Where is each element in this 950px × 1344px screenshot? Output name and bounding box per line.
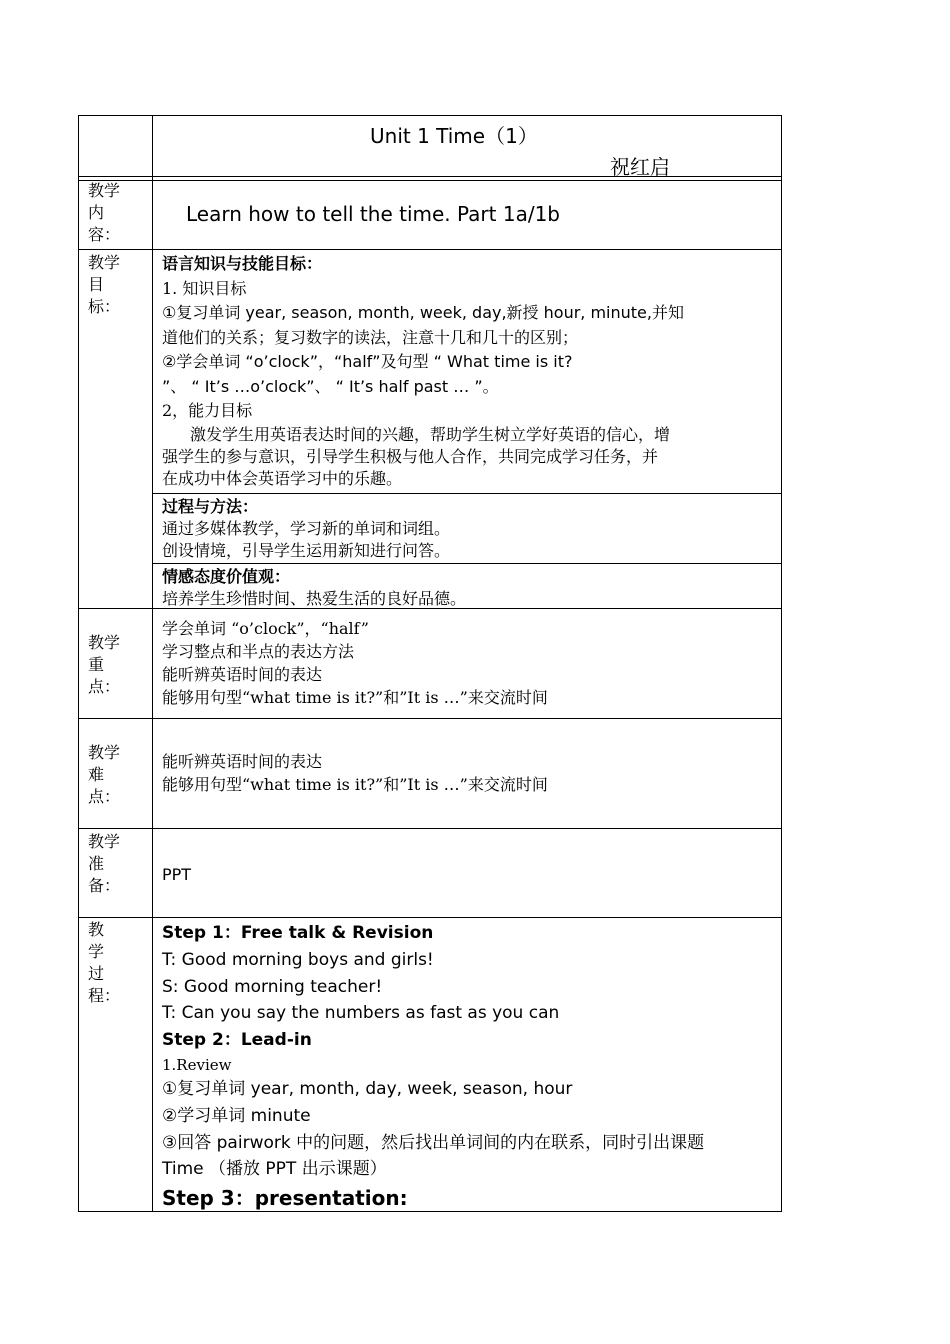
step-heading: Step 3：presentation: — [162, 1186, 408, 1211]
content-text: Learn how to tell the time. Part 1a/1b — [186, 202, 560, 226]
subrow-divider — [152, 493, 782, 494]
difficulties-list — [162, 750, 774, 796]
label-preparation: 教学 准 备： — [88, 832, 121, 895]
knowledge-line: ”、 “ It’s …o’clock”、 “ It’s half past … ”。 — [162, 376, 499, 396]
ability-line: 在成功中体会英语学习中的乐趣。 — [162, 468, 403, 488]
label-objectives: 教学 目 标： — [88, 253, 121, 316]
header-divider — [78, 176, 782, 181]
heading-language-skills: 语言知识与技能目标： — [162, 254, 323, 273]
objectives-process — [162, 496, 774, 562]
row-divider — [78, 917, 782, 918]
objectives-language — [162, 252, 774, 490]
review-line: ③回答 pairwork 中的问题，然后找出单词间的内在联系，同时引出课题 — [162, 1132, 705, 1153]
review-heading: 1.Review — [162, 1055, 232, 1074]
label-key-points: 教学 重 点： — [88, 633, 121, 696]
key-point-line: 学会单词 “o’clock”，“half” — [162, 619, 369, 638]
heading-knowledge: 1. 知识目标 — [162, 278, 247, 298]
table-border-left — [78, 115, 79, 1212]
difficulty-line: 能听辨英语时间的表达 — [162, 752, 323, 771]
objectives-attitude — [162, 566, 774, 610]
table-column-divider — [152, 115, 153, 1212]
heading-process: 过程与方法： — [162, 497, 259, 516]
preparation-text: PPT — [162, 865, 192, 884]
dialogue-line: T: Can you say the numbers as fast as you can — [162, 1003, 560, 1024]
dialogue-line: S: Good morning teacher! — [162, 976, 383, 997]
review-line: ①复习单词 year, month, day, week, season, hour — [162, 1078, 573, 1099]
review-line: ②学习单词 minute — [162, 1105, 311, 1126]
label-procedure: 教 学 过 程： — [88, 920, 121, 1005]
row-divider — [78, 249, 782, 250]
key-point-line: 能够用句型“what time is it?”和”It is …”来交流时间 — [162, 688, 548, 707]
difficulty-line: 能够用句型“what time is it?”和”It is …”来交流时间 — [162, 775, 548, 794]
row-divider — [78, 718, 782, 719]
author-name: 祝红启 — [610, 155, 670, 179]
knowledge-line: ①复习单词 year, season, month, week, day,新授 hour, minute,并知 — [162, 303, 684, 322]
knowledge-line: ②学会单词 “o’clock”，“half”及句型 “ What time is it? — [162, 352, 573, 371]
key-point-line: 能听辨英语时间的表达 — [162, 665, 323, 684]
label-difficulties: 教学 难 点： — [88, 743, 121, 806]
process-line: 创设情境，引导学生运用新知进行问答。 — [162, 541, 451, 560]
heading-attitude: 情感态度价值观： — [162, 567, 291, 586]
process-line: 通过多媒体教学，学习新的单词和词组。 — [162, 519, 451, 538]
table-border-right — [781, 115, 782, 1212]
subrow-divider — [152, 563, 782, 564]
ability-line: 强学生的参与意识，引导学生积极与他人合作，共同完成学习任务，并 — [162, 446, 659, 466]
dialogue-line: T: Good morning boys and girls! — [162, 949, 434, 970]
step-heading: Step 2：Lead-in — [162, 1030, 312, 1051]
row-divider — [78, 828, 782, 829]
label-content: 教学 内 容： — [88, 181, 121, 244]
key-point-line: 学习整点和半点的表达方法 — [162, 642, 355, 661]
lesson-plan-table — [78, 115, 782, 1212]
step-heading: Step 1：Free talk & Revision — [162, 923, 434, 943]
lesson-title: Unit 1 Time（1） — [370, 124, 538, 148]
table-border-top — [78, 115, 782, 116]
review-line: Time （播放 PPT 出示课题） — [162, 1159, 387, 1180]
attitude-line: 培养学生珍惜时间、热爱生活的良好品德。 — [162, 589, 467, 608]
heading-ability: 2，能力目标 — [162, 401, 253, 420]
knowledge-line: 道他们的关系；复习数字的读法，注意十几和几十的区别； — [162, 327, 579, 347]
procedure-content — [162, 920, 774, 1213]
ability-line: 激发学生用英语表达时间的兴趣，帮助学生树立学好英语的信心，增 — [190, 424, 671, 444]
key-points-list — [162, 617, 774, 709]
